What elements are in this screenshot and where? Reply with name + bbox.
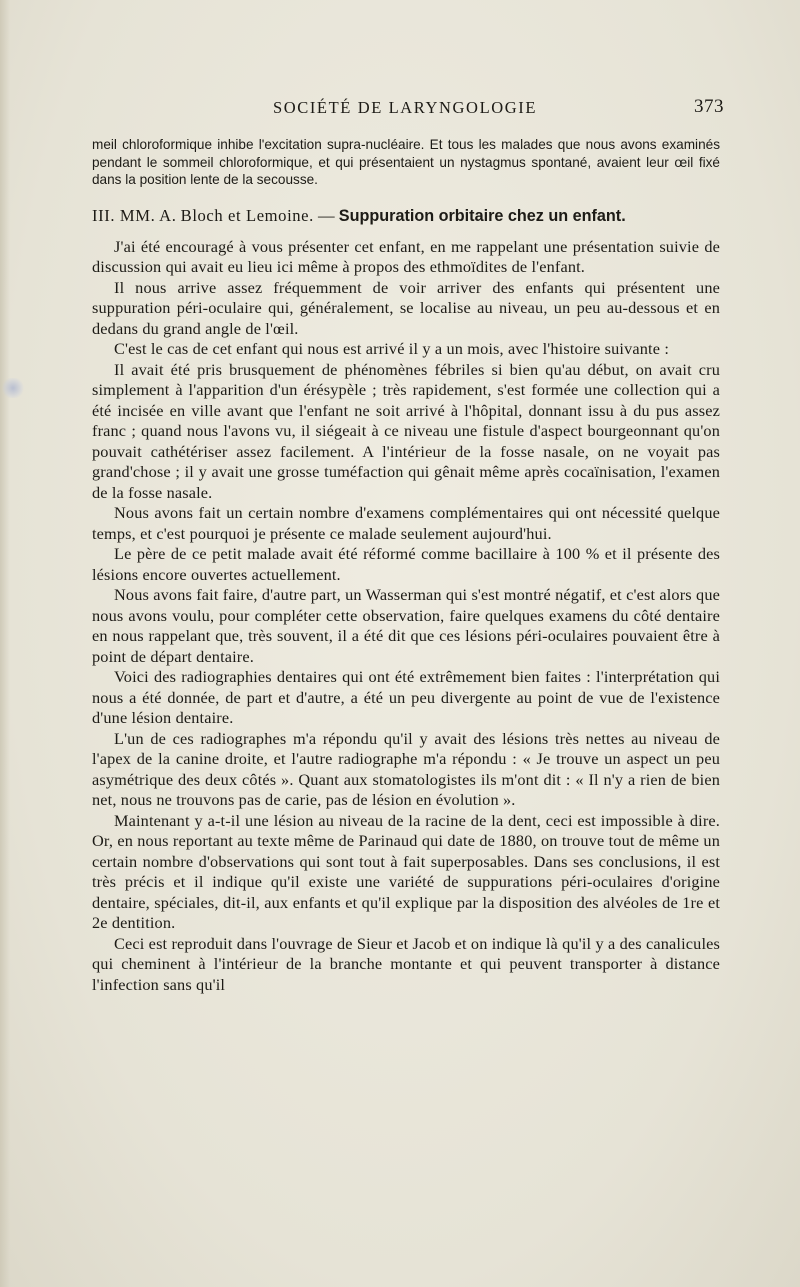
paragraph: J'ai été encouragé à vous présenter cet enfant, en me rappelant une présentation suivie de discussion qui avait eu lieu ici même à propos des ethmoïdites de l'enfant. bbox=[92, 236, 720, 276]
section-title: Suppuration orbitaire chez un enfant. bbox=[338, 206, 626, 225]
paragraph: Maintenant y a-t-il une lésion au niveau de la racine de la dent, ceci est impossible à dire. Or, en nous reportant au texte même de Parinaud qui date de 1880, on trouve tout de même un certain nombre d'observations qui sont tout à fait superposables. Dans ses conclusions, il est très précis et il indique qu'il existe une variété de suppurations péri-oculaires d'origine dentaire, spéciales, dit-il, aux enfants et qu'il explique par la disposition des alvéoles de 1re et 2e dentition. bbox=[92, 810, 720, 932]
paragraph: Nous avons fait faire, d'autre part, un Wasserman qui s'est montré négatif, et c'est alors que nous avons voulu, pour compléter cette observation, faire quelques examens du côté dentaire en nous rappelant que, très souvent, il a été dit que ces lésions péri-oculaires pouvaient être à point de départ dentaire. bbox=[92, 585, 720, 666]
article-body bbox=[92, 136, 720, 995]
section-heading bbox=[92, 205, 720, 227]
blue-ink-speck bbox=[2, 378, 24, 398]
page-spine-shadow bbox=[0, 0, 10, 1287]
intro-paragraph: meil chloroformique inhibe l'excitation supra-nucléaire. Et tous les malades que nous avons examinés pendant le sommeil chloroformique, et qui présentaient un nystagmus spontané, avaient leur œil fixé dans la position lente de la secousse. bbox=[92, 137, 720, 187]
paragraph: Ceci est reproduit dans l'ouvrage de Sieur et Jacob et on indique là qu'il y a des canalicules qui cheminent à l'intérieur de la branche montante et qui peuvent transporter à distance l'infection sans qu'il bbox=[92, 933, 720, 994]
paragraph: Le père de ce petit malade avait été réformé comme bacillaire à 100 % et il présente des lésions encore ouvertes actuellement. bbox=[92, 544, 720, 584]
running-title: SOCIÉTÉ DE LARYNGOLOGIE bbox=[272, 98, 538, 117]
paragraph: Il nous arrive assez fréquemment de voir arriver des enfants qui présentent une suppuration péri-oculaire qui, généralement, se localise au niveau, un peu au-dessous et en dedans du grand angle de l'œil. bbox=[92, 277, 720, 338]
page-number: 373 bbox=[694, 96, 724, 117]
section-number: III. MM. A. bbox=[92, 205, 177, 225]
page-header bbox=[90, 96, 724, 120]
paragraph: L'un de ces radiographes m'a répondu qu'il y avait des lésions très nettes au niveau de l'apex de la canine droite, et l'autre radiographe m'a répondu : « Je trouve un aspect un peu asymétrique des deux côtés ». Quant aux stomatologistes ils m'ont dit : « Il n'y a rien de bien net, nous ne trouvons pas de carie, pas de lésion en évolution ». bbox=[92, 728, 720, 809]
paragraph: C'est le cas de cet enfant qui nous est arrivé il y a un mois, avec l'histoire suivante : bbox=[114, 339, 669, 358]
heading-dash: — bbox=[313, 205, 339, 225]
paragraph: Voici des radiographies dentaires qui ont été extrêmement bien faites : l'interprétation qui nous a été donnée, de part et d'autre, a été un peu divergente au point de vue de l'existence d'une lésion dentaire. bbox=[92, 667, 720, 727]
paragraph: Nous avons fait un certain nombre d'examens complémentaires qui ont nécessité quelque temps, et c'est pourquoi je présente ce malade seulement aujourd'hui. bbox=[92, 503, 720, 543]
section-authors: Bloch et Lemoine. bbox=[180, 205, 314, 225]
paragraph: Il avait été pris brusquement de phénomènes fébriles si bien qu'au début, on avait cru simplement à l'apparition d'un érésypèle ; très rapidement, s'est formée une collection qui a été incisée en ville avant que l'enfant ne soit arrivé à l'hôpital, donnant issu à du pus assez franc ; quand nous l'avons vu, il siégeait à ce niveau une fistule d'aspect bourgeonnant qu'on pouvait cathétériser assez facilement. A l'intérieur de la fosse nasale, on ne voyait pas grand'chose ; il y avait une grosse tuméfaction qui gênait même après cocaïnisation, l'examen de la fosse nasale. bbox=[92, 359, 720, 502]
